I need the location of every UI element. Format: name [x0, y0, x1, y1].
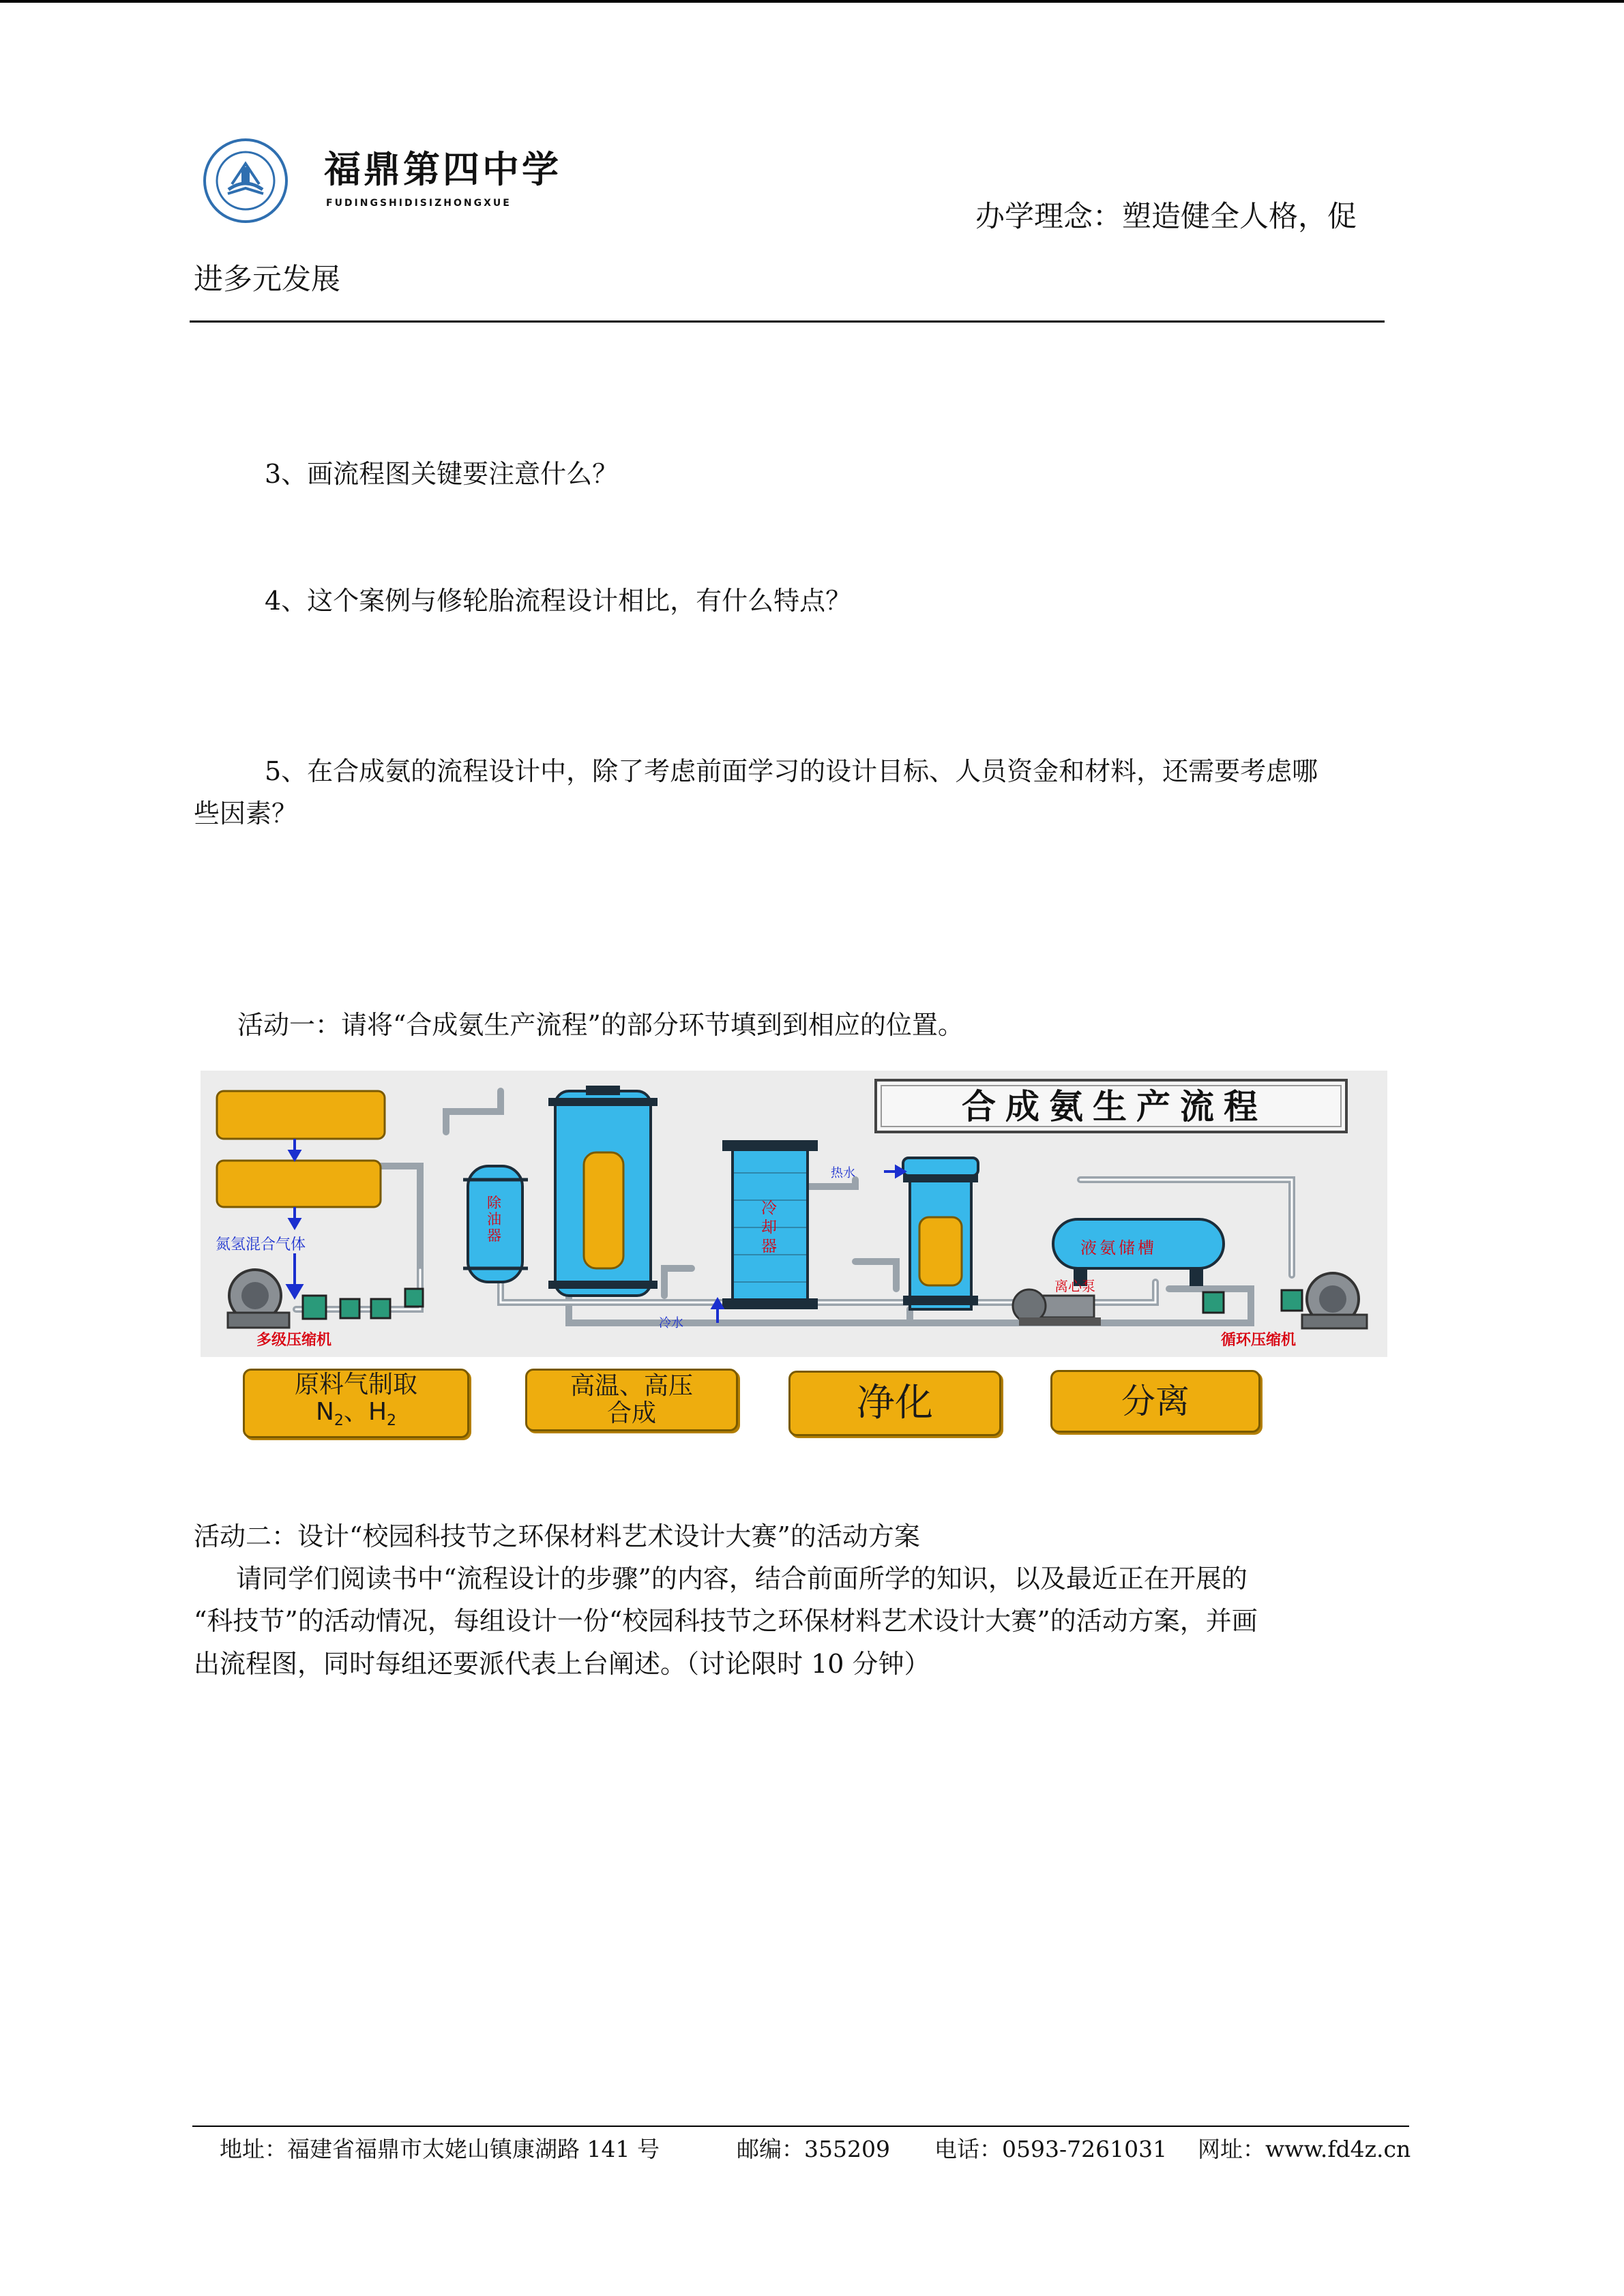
stage-box-separation[interactable] [1050, 1370, 1260, 1433]
activity1-instruction: 活动一：请将“合成氨生产流程”的部分环节填到到相应的位置。 [237, 1010, 964, 1040]
school-motto-line1: 办学理念：塑造健全人格，促 [975, 200, 1357, 234]
formula-n: N [315, 1398, 334, 1427]
school-name-pinyin: FUDINGSHIDISIZHONGXUE [326, 198, 512, 209]
school-logo [198, 136, 300, 225]
activity2-para-line3: 出流程图，同时每组还要派代表上台阐述。（讨论限时 10 分钟） [194, 1649, 930, 1679]
stage-box-purification[interactable] [788, 1371, 1001, 1436]
header-divider [190, 320, 1385, 323]
formula-sep: 、 [343, 1398, 368, 1427]
label-centrifugal-pump: 离心泵 [1054, 1278, 1095, 1294]
question-5-line1: 5、在合成氨的流程设计中，除了考虑前面学习的设计目标、人员资金和材料，还需要考虑哪 [265, 756, 1318, 786]
label-gas-mix: 氮氢混合气体 [216, 1236, 306, 1253]
footer-website[interactable]: 网址：www.fd4z.cn [1198, 2136, 1411, 2162]
formula-n-sub: 2 [334, 1412, 344, 1430]
label-multi-compressor: 多级压缩机 [256, 1332, 332, 1349]
stage-raw-gas-line1: 原料气制取 [294, 1371, 417, 1399]
footer-address: 地址：福建省福鼎市太姥山镇康湖路 141 号 [220, 2136, 660, 2162]
activity2-para-line2: “科技节”的活动情况，每组设计一份“校园科技节之环保材料艺术设计大赛”的活动方案，并画 [194, 1606, 1258, 1636]
label-cooler: 冷却器 [761, 1199, 777, 1255]
top-border [0, 0, 1624, 3]
school-name: 福鼎第四中学 [324, 147, 561, 191]
label-hot-water: 热水 [831, 1166, 855, 1180]
diagram-title: 合成氨生产流程 [962, 1087, 1267, 1127]
footer-phone: 电话：0593-7261031 [934, 2136, 1168, 2162]
label-liquid-tank: 液氨储槽 [1080, 1238, 1157, 1257]
label-oil-remover: 除油器 [487, 1195, 501, 1244]
stage-synthesis-line1: 高温、高压 [570, 1372, 693, 1400]
stage-box-raw-gas[interactable] [243, 1369, 469, 1438]
footer-postcode: 邮编：355209 [737, 2136, 890, 2162]
label-circ-compressor: 循环压缩机 [1221, 1332, 1297, 1349]
ammonia-process-diagram [201, 1071, 1387, 1357]
stage-purification-label: 净化 [857, 1381, 933, 1425]
label-cold-water: 冷水 [659, 1316, 683, 1330]
formula-h: H [368, 1398, 387, 1427]
question-4: 4、这个案例与修轮胎流程设计相比，有什么特点？ [265, 586, 852, 616]
stage-synthesis-line2: 合成 [606, 1399, 656, 1427]
question-5-line2: 些因素？ [194, 799, 298, 829]
footer-divider [192, 2126, 1409, 2127]
activity2-title: 活动二：设计“校园科技节之环保材料艺术设计大赛”的活动方案 [194, 1521, 920, 1551]
question-3: 3、画流程图关键要注意什么？ [265, 459, 619, 489]
stage-raw-gas-line2 [316, 1399, 396, 1435]
school-motto-line2: 进多元发展 [194, 263, 340, 297]
stage-box-synthesis[interactable] [525, 1369, 738, 1431]
stage-separation-label: 分离 [1121, 1382, 1190, 1421]
formula-h-sub: 2 [387, 1412, 397, 1430]
activity2-para-line1: 请同学们阅读书中“流程设计的步骤”的内容，结合前面所学的知识，以及最近正在开展的 [236, 1564, 1247, 1594]
